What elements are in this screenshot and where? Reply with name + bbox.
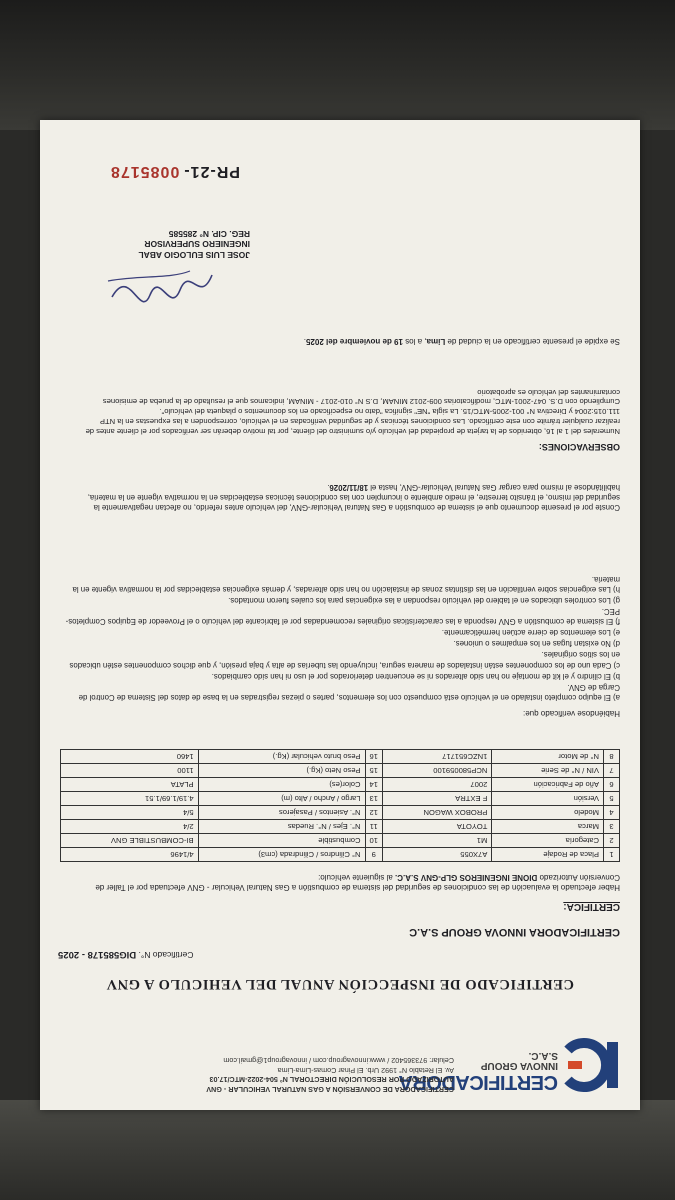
- conste-paragraph: [60, 482, 620, 512]
- field-value: 1100: [61, 764, 199, 778]
- brand-line-2: INNOVA GROUP S.A.C.: [480, 1050, 558, 1071]
- observation-text-1: Numerales del 1 al 16, obtenidos de la tarjeta de propiedad del vehículo y/o suministro del cliente, por tal motivo deberán ser verificados por el cliente antes de realizar cualquier trámite con este certificado. Las condiciones técnicas y de seguridad verificadas en el vehículo, corresponden a las expuestas en la NTP 111.015:2004 y Directiva N° 001-2005-MTC/15. La sigla "NE" significa "dato no especificado en los documentos o plaqueta del vehículo".: [85, 407, 620, 436]
- row-number: 14: [365, 778, 382, 792]
- row-number: 7: [604, 764, 620, 778]
- verification-item: f) El sistema de combustión a GNV responda a las características originales recomendadas por el fabricante del vehículo o el Proveedor de Equipos Completos-PEC.: [65, 607, 620, 627]
- verification-item: h) Las exigencias sobre ventilación en las distintas zonas de instalación no han sido alteradas, y demás exigencias establecidas por la normativa vigente en la materia.: [72, 574, 620, 594]
- verified-label: Habiéndose verificado que:: [523, 709, 620, 718]
- field-value: NCP580059100: [382, 764, 491, 778]
- field-label: VIN / N° de Serie: [492, 764, 604, 778]
- observations: [60, 387, 620, 436]
- row-number: 2: [604, 834, 620, 848]
- observation-text-2: Cumpliendo con D.S. 047-2001-MTC, modificatorias 009-2012 MINAM, D.S N° 010-2017 - MINAM, indicamos que el resultado de la prueba de emisiones contaminantes del vehículo es aprobatorio: [102, 387, 620, 407]
- field-value: M1: [382, 834, 491, 848]
- field-value: 2007: [382, 778, 491, 792]
- handwritten-signature-icon: [100, 255, 220, 315]
- table-row: [61, 750, 620, 764]
- certificate-paper: [40, 120, 640, 1110]
- signer-name: JOSE LUIS EULOGIO ABAL: [138, 250, 250, 260]
- field-value: BI-COMBUSTIBLE GNV: [61, 834, 199, 848]
- field-label: Modelo: [492, 806, 604, 820]
- verification-item: d) No existan fugas en los empalmes o uniones.: [453, 639, 620, 649]
- conste-text: Conste por el presente documento que el sistema de combustión a Gas Natural Vehicular-GNV, del vehículo antes referido, no afectan negativamente la seguridad del mismo, el tránsito terrestre, el medio ambiente o incumplen con las condiciones técnicas establecidas en la normativa vigente en la materia, habilitándose al mismo para cargar Gas Natural Vehicular-GNV, hasta el: [87, 482, 620, 512]
- signer-block: [60, 228, 250, 260]
- field-label: Placa de Rodaje: [492, 848, 604, 862]
- closing-text-b: , a los: [402, 337, 427, 346]
- signer-registration: REG. CIP. N° 285585: [168, 228, 250, 239]
- closing-date: 19 de noviembre del 2025: [306, 337, 403, 346]
- intro-text-c: al siguiente vehículo:: [318, 872, 396, 882]
- letterhead: [52, 1028, 622, 1096]
- field-value: 5/4: [61, 806, 199, 820]
- field-label: N° Cilindros / Cilindrada (cm3): [198, 848, 365, 862]
- header-line-4: Celular: 973365402 / www.innovagroup.com / innovagroup1@gmail.com: [223, 1055, 454, 1065]
- row-number: 15: [365, 764, 382, 778]
- header-line-1: CERTIFICADORA DE CONVERSIÓN A GAS NATURAL VEHICULAR - GNV: [206, 1085, 454, 1094]
- table-row: [61, 834, 620, 848]
- field-label: Largo / Ancho / Alto (m): [198, 792, 365, 806]
- certifica-heading: CERTIFICA:: [563, 901, 620, 912]
- background-top: [0, 0, 675, 130]
- table-row: [61, 778, 620, 792]
- intro-text-a: Haber efectuado la evaluación de las condiciones de seguridad del sistema de combustión a Gas Natural Vehicular - GNV efectuada por el Taller de Conversión Autorizado: [95, 872, 620, 892]
- serial-number: [110, 162, 240, 180]
- field-value: A7X055: [382, 848, 491, 862]
- vehicle-data-table: [60, 749, 620, 862]
- verification-item: b) El cilindro y el kit de montaje no han sido alterados ni se encuentren deteriorados por el uso ni han sido cambiados.: [211, 671, 620, 681]
- closing-line: [60, 337, 620, 346]
- field-value: 4.19/1.69/1.51: [61, 792, 199, 806]
- field-label: Categoría: [492, 834, 604, 848]
- field-value: F EXTRA: [382, 792, 491, 806]
- field-label: Versión: [492, 792, 604, 806]
- field-value: TOYOTA: [382, 820, 491, 834]
- verification-item: c) Cada uno de los componentes están instalados de manera segura, incluyendo las tuberías de alta y baja presión, y que dichos componentes estén ubicados en los sitios originales.: [69, 650, 620, 670]
- closing-text-a: Se expide el presente certificado en la ciudad de: [445, 337, 620, 346]
- field-value: 4/1496: [61, 848, 199, 862]
- row-number: 1: [604, 848, 620, 862]
- background-bottom: [0, 1100, 675, 1200]
- valid-until-date: 18/11/2026: [329, 482, 369, 492]
- field-label: Peso bruto vehicular (Kg.): [198, 750, 365, 764]
- row-number: 10: [365, 834, 382, 848]
- row-number: 16: [365, 750, 382, 764]
- verification-item: g) Los controles ubicados en el tablero del vehículo respondan a las exigencias para los cuales fueron montados.: [228, 595, 620, 605]
- table-row: [61, 792, 620, 806]
- table-row: [61, 806, 620, 820]
- header-line-3: Av. El Retablo N° 1992 Urb. El Pinar Comas-Lima-Lima: [277, 1065, 454, 1075]
- letterhead-details: [54, 1055, 454, 1094]
- workshop-name: DIONE INGENIEROS GLP-GNV S.A.C.: [395, 872, 538, 882]
- company-name: CERTIFICADORA INNOVA GROUP S.A.C: [409, 926, 620, 938]
- field-label: N°. Asientos / Pasajeros: [198, 806, 365, 820]
- field-value: 1460: [61, 750, 199, 764]
- row-number: 3: [604, 820, 620, 834]
- closing-city: Lima: [426, 337, 446, 346]
- closing-text-c: .: [303, 337, 307, 346]
- field-label: N°. Ejes / N°. Ruedas: [198, 820, 365, 834]
- verification-item: a) El equipo completo instalado en el vehículo está compuesto con los elementos, partes o piezas registradas en la base de datos del Sistema de Control de Carga de GNV.: [78, 682, 620, 702]
- observations-heading: OBSERVACIONES:: [538, 442, 620, 452]
- certificate-number-value: DIG585178 - 2025: [58, 949, 137, 960]
- document-title: CERTIFICADO DE INSPECCIÓN ANUAL DEL VEHICULO A GNV: [106, 976, 574, 992]
- field-value: 2/4: [61, 820, 199, 834]
- row-number: 11: [365, 820, 382, 834]
- row-number: 5: [604, 792, 620, 806]
- field-label: Año de Fabricación: [492, 778, 604, 792]
- intro-paragraph: [60, 871, 620, 892]
- company-logo-icon: [564, 1036, 622, 1094]
- conste-end: .: [327, 482, 330, 492]
- row-number: 6: [604, 778, 620, 792]
- field-value: PLATA: [61, 778, 199, 792]
- certificate-number-label: Certificado N°.: [138, 950, 194, 960]
- brand-line-1: CERTIFICADORA: [398, 1071, 558, 1093]
- field-label: N° de Motor: [492, 750, 604, 764]
- field-label: Color(es): [198, 778, 365, 792]
- row-number: 8: [604, 750, 620, 764]
- verification-item: e) Los elementos de cierre actúen herméticamente.: [441, 628, 620, 638]
- signer-role: INGENIERO SUPERVISOR: [144, 239, 250, 250]
- table-row: [61, 764, 620, 778]
- field-value: 1NZC651717: [382, 750, 491, 764]
- serial-value: 0085178: [110, 163, 180, 180]
- certificate-number: [58, 949, 622, 960]
- field-value: PROBOX WAGON: [382, 806, 491, 820]
- verification-items: [60, 573, 620, 703]
- row-number: 12: [365, 806, 382, 820]
- table-row: [61, 848, 620, 862]
- field-label: Marca: [492, 820, 604, 834]
- row-number: 4: [604, 806, 620, 820]
- table-row: [61, 820, 620, 834]
- brand-name: [398, 1050, 558, 1093]
- field-label: Combustible: [198, 834, 365, 848]
- row-number: 13: [365, 792, 382, 806]
- row-number: 9: [365, 848, 382, 862]
- header-line-2: AUTORIZADO POR RESOLUCIÓN DIRECTORAL N° 504-2022-MTC/17.03: [209, 1075, 454, 1085]
- serial-prefix: PR-21-: [183, 163, 240, 180]
- field-label: Peso Neto (Kg.): [198, 764, 365, 778]
